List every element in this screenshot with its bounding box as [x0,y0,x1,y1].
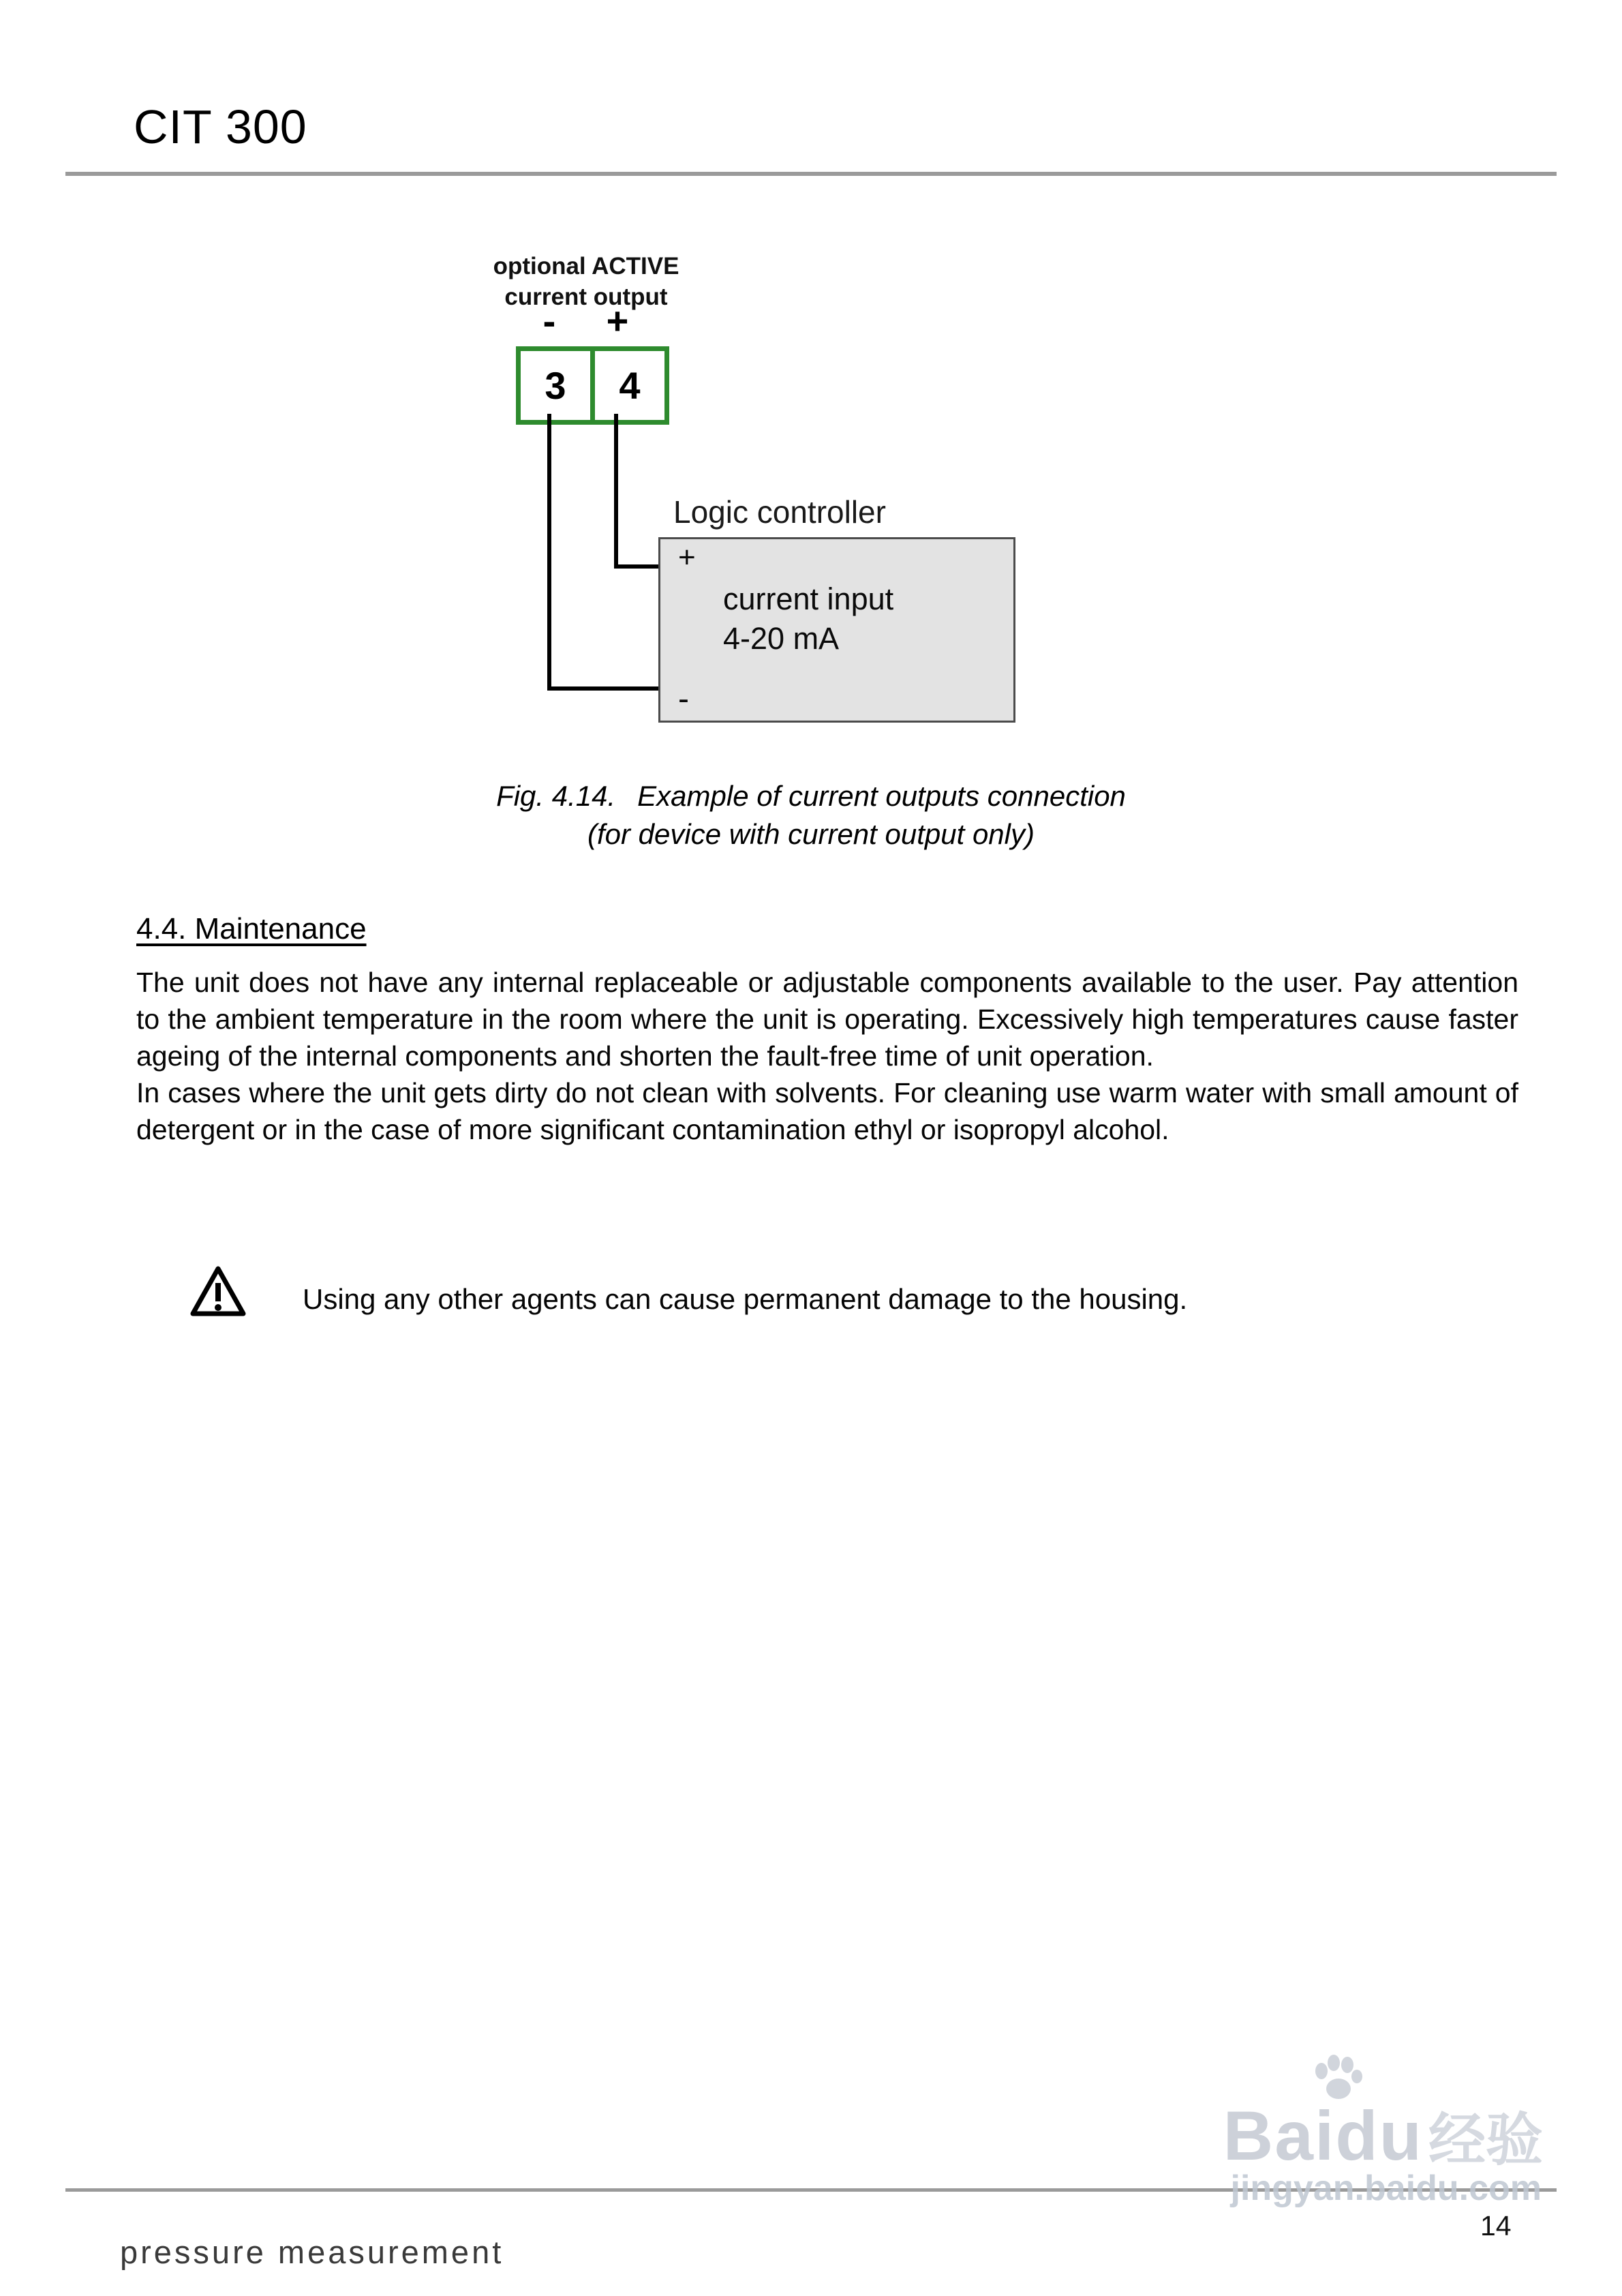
watermark-url: jingyan.baidu.com [1230,2169,1542,2208]
terminal-3: 3 [516,346,595,425]
terminal3-polarity-minus: - [542,299,556,342]
maintenance-body [136,964,1518,1148]
diagram-terminal-label-line2: current output [504,284,668,310]
wire-terminal4-horizontal [614,564,660,569]
figure-caption-text: Example of current outputs connection [637,780,1126,812]
footer-brand-text: pressure measurement [120,2234,504,2270]
diagram-terminal-label [436,251,736,312]
figure-caption-subtext: (for device with current output only) [587,818,1035,850]
wire-terminal3-vertical [547,414,551,691]
logic-controller-label: Logic controller [673,494,886,530]
section-heading-maintenance: 4.4. Maintenance [136,912,367,946]
controller-minus-terminal: - [678,681,689,717]
terminal-block [516,346,669,425]
warning-icon [189,1265,247,1320]
page-number: 14 [1480,2210,1512,2241]
baidu-watermark [1152,2055,1547,2218]
maintenance-paragraph-2: In cases where the unit gets dirty do not clean with solvents. For cleaning use warm water with small amount of detergent or in the case of more significant contamination ethyl or isopropyl alcohol. [136,1077,1518,1145]
wire-terminal4-vertical [614,414,618,569]
header-divider [65,172,1557,176]
controller-input-range: 4-20 mA [723,621,840,656]
watermark-brand-suffix: 经验 [1428,2108,1543,2172]
watermark-brand-row [1223,2094,1543,2177]
logic-controller-box [658,537,1015,723]
page-title: CIT 300 [134,100,307,153]
figure-caption [0,780,1622,813]
wire-terminal3-horizontal [547,686,660,691]
warning-text: Using any other agents can cause permanent damage to the housing. [303,1283,1188,1315]
terminal-4: 4 [590,346,669,425]
watermark-brand: Baidu [1223,2097,1423,2175]
figure-number: Fig. 4.14. [496,780,616,812]
controller-plus-terminal: + [678,541,696,574]
maintenance-paragraph-1: The unit does not have any internal replaceable or adjustable components available to the user. Pay attention to the ambient temperature in the room where the unit is operating. Excessively high temperatures cause faster ageing of the internal components and shorten the fault-free time of unit operation. [136,967,1518,1072]
controller-input-label: current input [723,581,894,616]
terminal4-polarity-plus: + [606,299,629,342]
diagram-terminal-label-line1: optional ACTIVE [493,253,679,280]
